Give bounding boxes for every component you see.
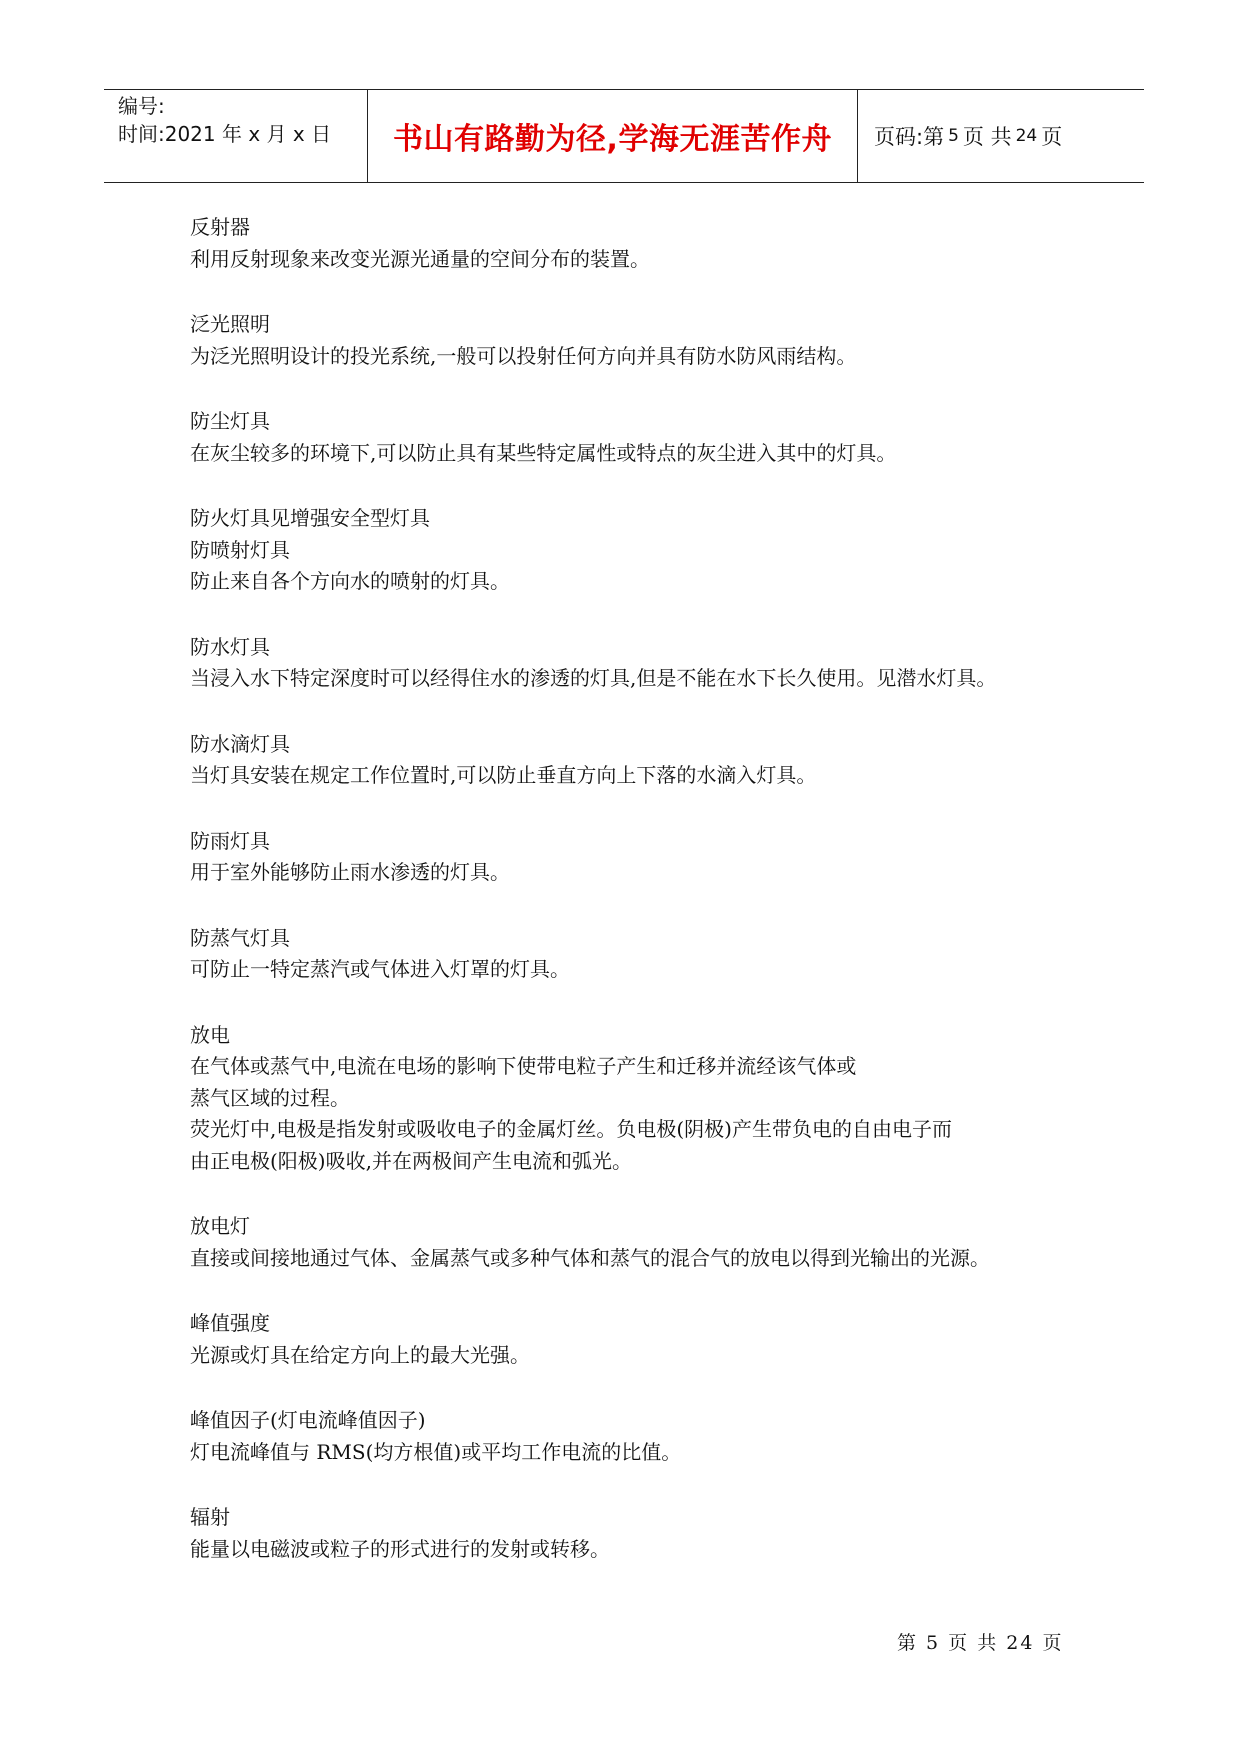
entry-definition-line: 由正电极(阳极)吸收,并在两极间产生电流和弧光。 <box>190 1148 632 1173</box>
entry-definition-line: 用于室外能够防止雨水渗透的灯具。 <box>190 860 510 884</box>
entry-term: 防水灯具 <box>190 634 270 659</box>
header-meta <box>118 92 358 148</box>
entry-term: 防雨灯具 <box>190 828 270 853</box>
header-page-info <box>874 90 1062 182</box>
glossary-entry <box>190 535 1090 598</box>
entry-term: 放电灯 <box>190 1214 250 1238</box>
entry-definition-line: 能量以电磁波或粒子的形式进行的发射或转移。 <box>190 1536 610 1561</box>
entry-definition-line: 在气体或蒸气中,电流在电场的影响下使带电粒子产生和迁移并流经该气体或 <box>190 1054 857 1078</box>
header-divider-right <box>857 90 858 182</box>
glossary-entry <box>190 923 1090 986</box>
page-footer: 第 5 页 共 24 页 <box>897 1632 1064 1654</box>
glossary-entry <box>190 1502 1090 1565</box>
entry-term: 峰值因子(灯电流峰值因子) <box>190 1408 426 1432</box>
page-prefix: 页码:第 <box>874 125 945 149</box>
glossary-entry <box>190 632 1090 695</box>
page-mid: 页 共 <box>962 125 1012 149</box>
entry-definition-line: 蒸气区域的过程。 <box>190 1085 350 1110</box>
entry-term: 泛光照明 <box>190 312 270 336</box>
entry-definition-line: 利用反射现象来改变光源光通量的空间分布的装置。 <box>190 246 650 271</box>
page-suffix: 页 <box>1041 125 1063 149</box>
entry-definition-line: 当浸入水下特定深度时可以经得住水的渗透的灯具,但是不能在水下长久使用。见潜水灯具。 <box>190 666 997 690</box>
entry-definition-line: 防止来自各个方向水的喷射的灯具。 <box>190 569 510 593</box>
entry-definition-line: 当灯具安装在规定工作位置时,可以防止垂直方向上下落的水滴入灯具。 <box>190 763 817 787</box>
entry-term: 防蒸气灯具 <box>190 925 290 950</box>
time-label: 时间:2021 年 x 月 x 日 <box>118 122 332 146</box>
entry-term: 辐射 <box>190 1505 230 1529</box>
glossary-entry <box>190 1308 1090 1371</box>
entry-definition-line: 直接或间接地通过气体、金属蒸气或多种气体和蒸气的混合气的放电以得到光输出的光源。 <box>190 1245 990 1270</box>
page-current: 5 <box>948 126 959 146</box>
serial-label: 编号: <box>118 94 165 118</box>
glossary-entry <box>190 406 1090 469</box>
glossary-entry <box>190 503 1090 535</box>
glossary-entry <box>190 212 1090 275</box>
page-header <box>104 89 1144 183</box>
glossary-entry <box>190 309 1090 372</box>
entry-term: 峰值强度 <box>190 1311 270 1335</box>
entry-definition-line: 可防止一特定蒸汽或气体进入灯罩的灯具。 <box>190 957 570 981</box>
entry-term: 防水滴灯具 <box>190 731 290 756</box>
header-motto: 书山有路勤为径,学海无涯苦作舟 <box>393 122 832 157</box>
entry-definition-line: 灯电流峰值与 RMS(均方根值)或平均工作电流的比值。 <box>190 1439 682 1464</box>
glossary-entry <box>190 826 1090 889</box>
entry-term: 防尘灯具 <box>190 409 270 433</box>
entry-definition-line: 为泛光照明设计的投光系统,一般可以投射任何方向并具有防水防风雨结构。 <box>190 343 857 368</box>
entry-term: 反射器 <box>190 215 250 239</box>
glossary-entry <box>190 1211 1090 1274</box>
page-total: 24 <box>1015 126 1038 146</box>
entry-term: 防喷射灯具 <box>190 537 290 562</box>
entry-definition-line: 光源或灯具在给定方向上的最大光强。 <box>190 1342 530 1367</box>
entry-term: 防火灯具见增强安全型灯具 <box>190 506 430 530</box>
document-body <box>190 212 1090 1599</box>
entry-term: 放电 <box>190 1022 230 1047</box>
entry-definition-line: 荧光灯中,电极是指发射或吸收电子的金属灯丝。负电极(阴极)产生带负电的自由电子而 <box>190 1117 952 1141</box>
glossary-entry <box>190 729 1090 792</box>
glossary-entry <box>190 1020 1090 1178</box>
entry-definition-line: 在灰尘较多的环境下,可以防止具有某些特定属性或特点的灰尘进入其中的灯具。 <box>190 440 897 465</box>
glossary-entry <box>190 1405 1090 1468</box>
